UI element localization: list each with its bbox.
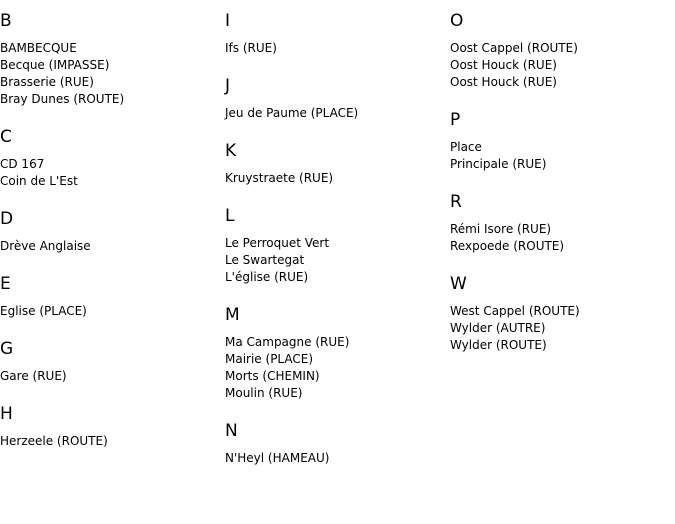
street-name: Ifs (RUE) — [225, 41, 277, 55]
letter-group — [225, 420, 445, 467]
street-list — [225, 450, 445, 467]
letter-heading: J — [225, 76, 231, 96]
street-name: West Cappel (ROUTE) — [450, 304, 580, 318]
letter-heading: B — [0, 11, 12, 31]
letter-group — [0, 338, 220, 385]
letter-heading: W — [450, 274, 467, 294]
street-list — [0, 40, 220, 108]
street-name: Wylder (ROUTE) — [450, 338, 547, 352]
letter-heading: G — [0, 339, 14, 359]
street-name: Drève Anglaise — [0, 239, 91, 253]
street-list — [225, 105, 445, 122]
letter-heading: P — [450, 110, 461, 130]
street-name: Bray Dunes (ROUTE) — [0, 92, 125, 106]
letter-heading: E — [0, 274, 11, 294]
letter-group — [225, 140, 445, 187]
street-name: Morts (CHEMIN) — [225, 369, 320, 383]
letter-group — [450, 109, 670, 173]
letter-heading: K — [225, 141, 237, 161]
letter-heading: C — [0, 127, 12, 147]
street-name: BAMBECQUE — [0, 41, 77, 55]
letter-group — [225, 304, 445, 402]
letter-heading: N — [225, 421, 238, 441]
street-name: Le Swartegat — [225, 253, 305, 267]
letter-group — [225, 205, 445, 286]
letter-heading: L — [225, 206, 235, 226]
street-name: Principale (RUE) — [450, 157, 547, 171]
letter-heading: I — [225, 11, 231, 31]
street-name: Oost Houck (RUE) — [450, 58, 557, 72]
street-name: Eglise (PLACE) — [0, 304, 87, 318]
street-name: Place — [450, 140, 482, 154]
street-name: Rémi Isore (RUE) — [450, 222, 552, 236]
street-list — [0, 368, 220, 385]
street-name: Le Perroquet Vert — [225, 236, 330, 250]
street-index-column-3 — [450, 10, 670, 372]
letter-group — [0, 10, 220, 108]
street-list — [225, 235, 445, 286]
letter-group — [0, 126, 220, 190]
street-list — [0, 433, 220, 450]
street-index-column-1 — [0, 10, 220, 468]
street-list — [225, 170, 445, 187]
street-name: Moulin (RUE) — [225, 386, 303, 400]
letter-heading: M — [225, 305, 240, 325]
letter-heading: D — [0, 209, 14, 229]
street-name: Becque (IMPASSE) — [0, 58, 110, 72]
street-list — [225, 334, 445, 402]
street-name: Mairie (PLACE) — [225, 352, 314, 366]
letter-group — [0, 403, 220, 450]
street-name: Wylder (AUTRE) — [450, 321, 546, 335]
street-list — [450, 40, 670, 91]
letter-group — [450, 10, 670, 91]
street-list — [450, 139, 670, 173]
street-list — [0, 156, 220, 190]
letter-heading: O — [450, 11, 464, 31]
street-list — [0, 238, 220, 255]
street-name: Gare (RUE) — [0, 369, 67, 383]
street-name: Kruystraete (RUE) — [225, 171, 334, 185]
street-name: CD 167 — [0, 157, 45, 171]
letter-heading: R — [450, 192, 462, 212]
street-index-column-2 — [225, 10, 445, 485]
letter-heading: H — [0, 404, 13, 424]
street-list — [450, 221, 670, 255]
street-name: Brasserie (RUE) — [0, 75, 94, 89]
street-name: Jeu de Paume (PLACE) — [225, 106, 359, 120]
street-list — [450, 303, 670, 354]
letter-group — [0, 208, 220, 255]
street-list — [0, 303, 220, 320]
street-name: Herzeele (ROUTE) — [0, 434, 108, 448]
street-name: Rexpoede (ROUTE) — [450, 239, 565, 253]
letter-group — [450, 191, 670, 255]
letter-group — [225, 75, 445, 122]
letter-group — [0, 273, 220, 320]
letter-group — [450, 273, 670, 354]
letter-group — [225, 10, 445, 57]
street-name: Oost Cappel (ROUTE) — [450, 41, 578, 55]
street-name: L'église (RUE) — [225, 270, 309, 284]
street-list — [225, 40, 445, 57]
street-name: N'Heyl (HAMEAU) — [225, 451, 330, 465]
street-name: Coin de L'Est — [0, 174, 78, 188]
street-name: Ma Campagne (RUE) — [225, 335, 350, 349]
street-name: Oost Houck (RUE) — [450, 75, 557, 89]
